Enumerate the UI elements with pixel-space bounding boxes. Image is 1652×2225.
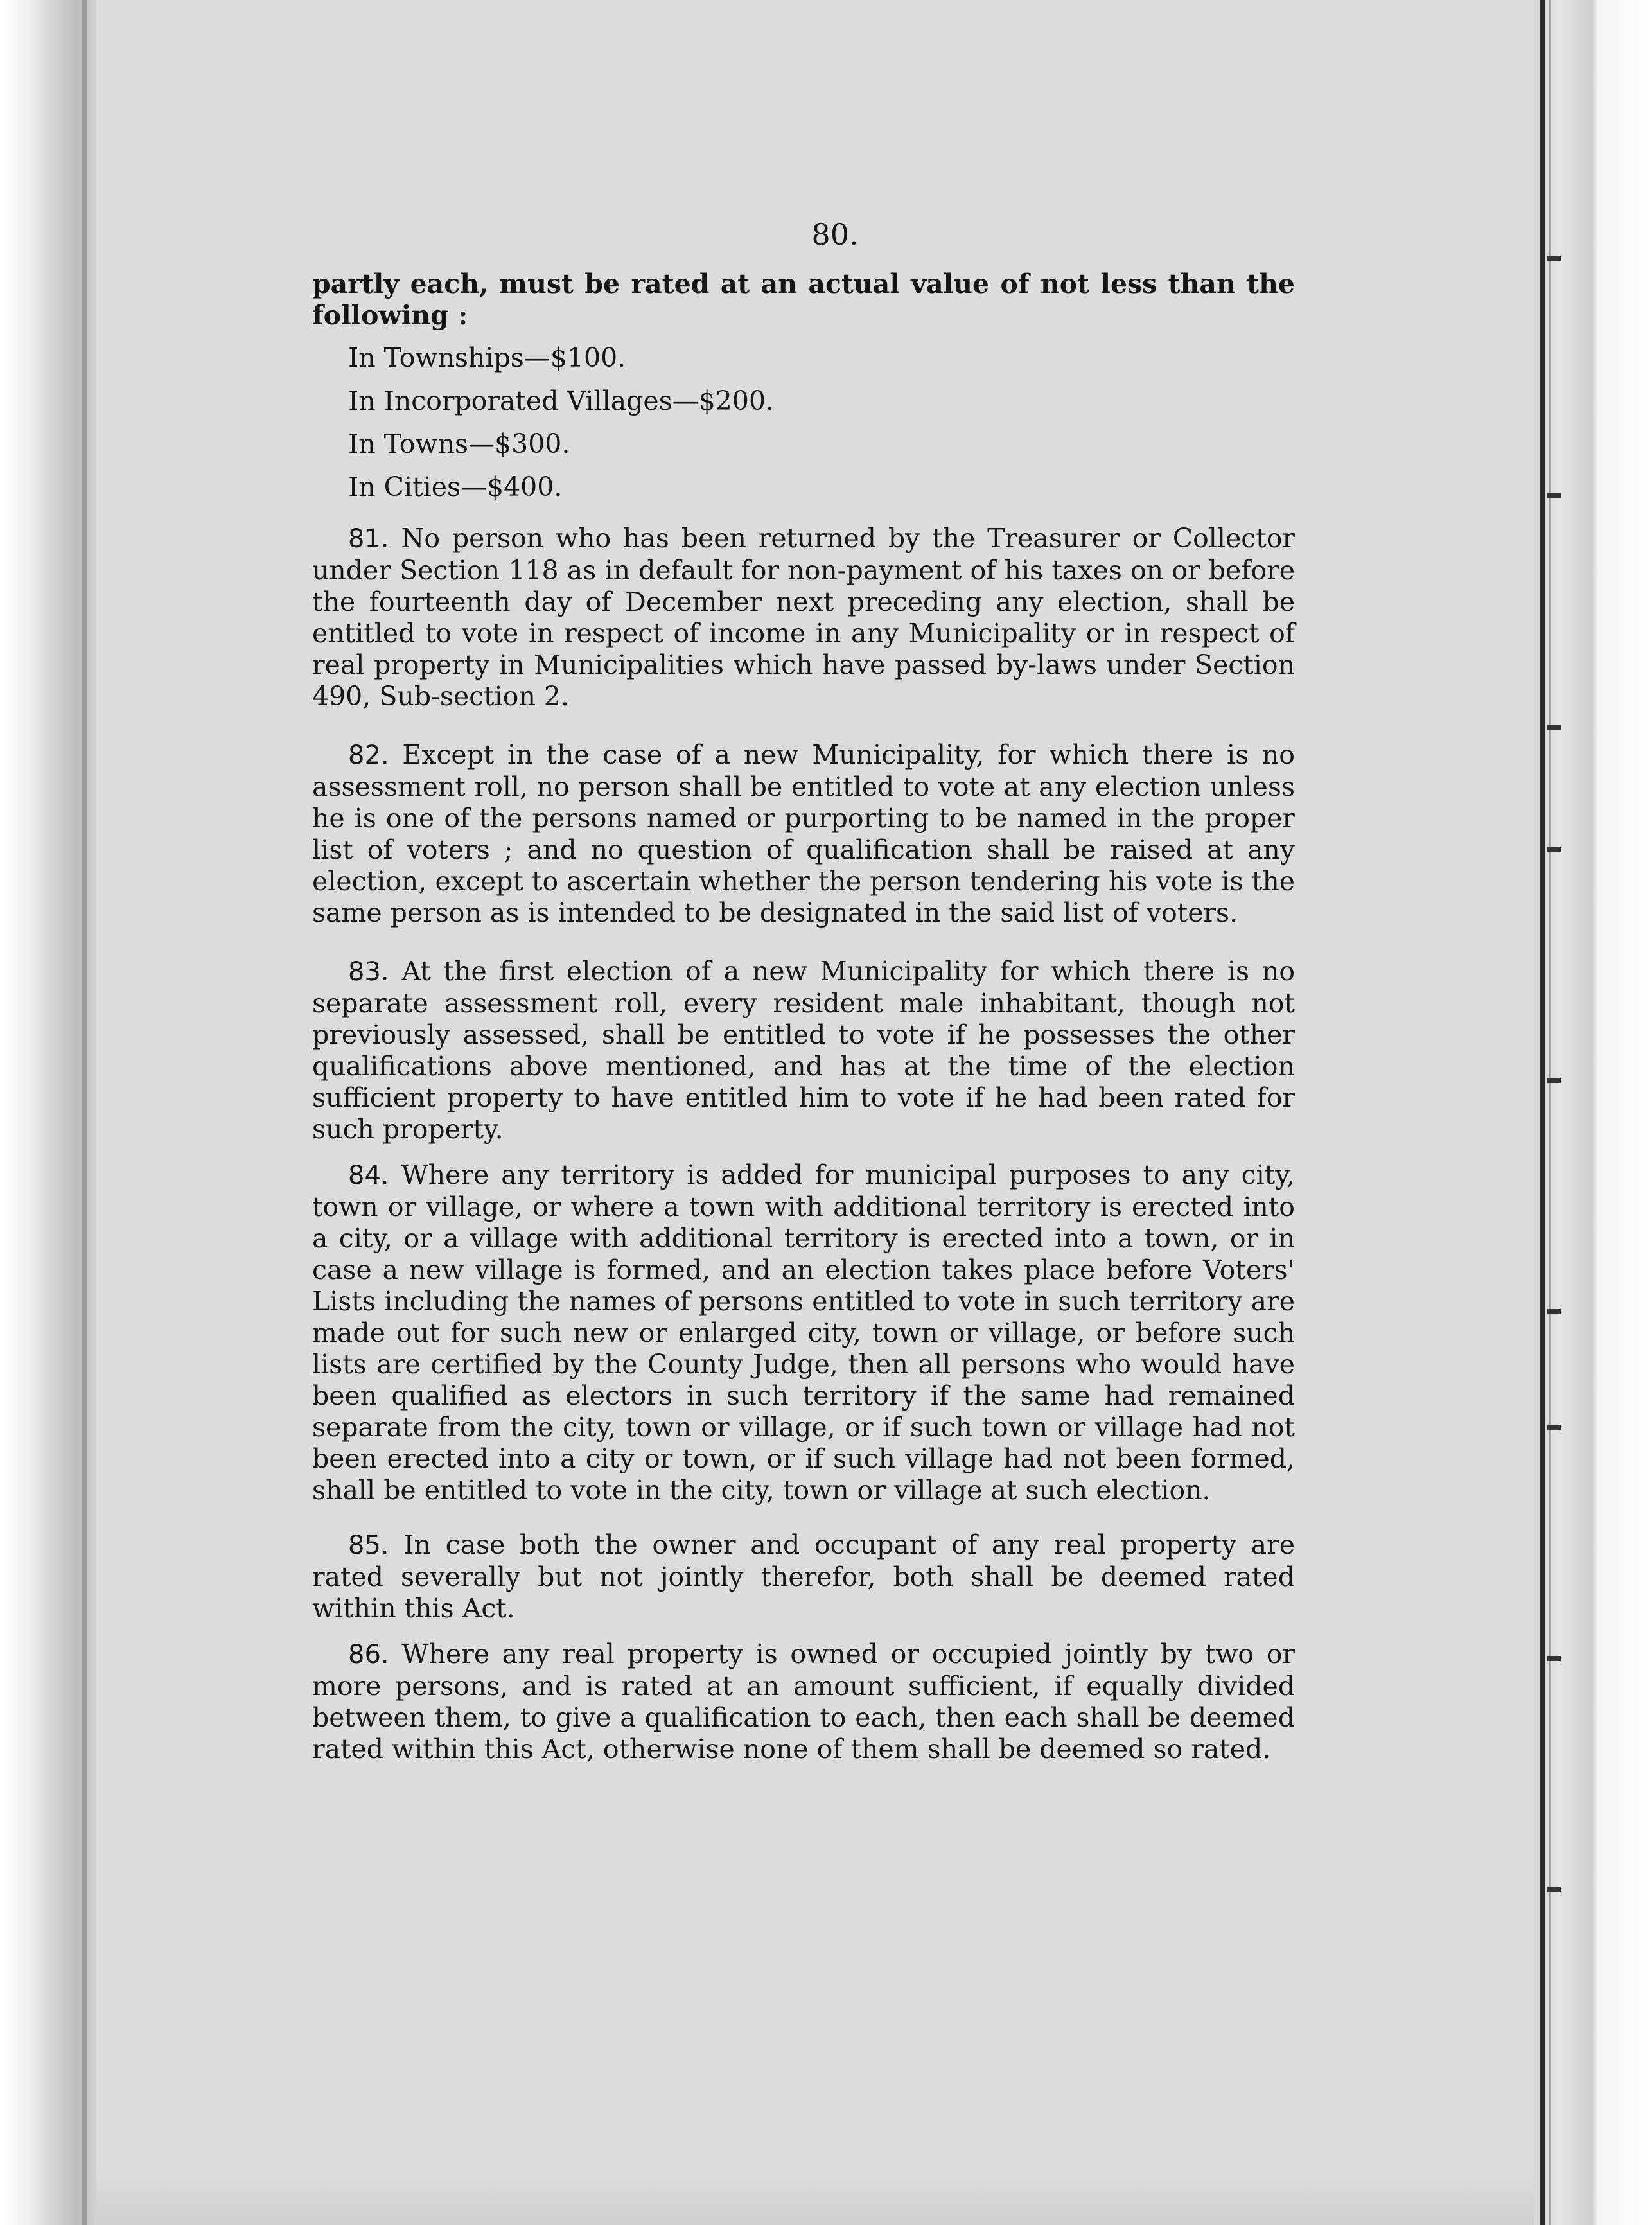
list-item: In Towns—$300. xyxy=(348,428,570,459)
section-number: 86. xyxy=(348,1640,389,1669)
section-86 xyxy=(312,1639,1295,1765)
edge-mark xyxy=(1547,256,1561,261)
list-item: In Incorporated Villages—$200. xyxy=(348,385,775,416)
edge-mark xyxy=(1547,1078,1561,1083)
section-81 xyxy=(312,523,1295,712)
page-body xyxy=(312,268,1295,1765)
section-text: Where any territory is added for municipal purposes to any city, town or village, or where a town with additional territory is erected into a city, or a village with additional territory is erected into a town, or in case a new village is formed, and an election takes place before Voters' Lists including the names of persons entitled to vote in such territory are made out for such new or enlarged city, town or village, or before such lists are certified by the County Judge, then all persons who would have been qualified as electors in such territory if the same had remained separate from the city, town or village, or if such town or village had not been erected into a city or town, or if such village had not been formed, shall be entitled to vote in the city, town or village at such election. xyxy=(312,1159,1295,1506)
section-number: 84. xyxy=(348,1161,389,1190)
intro-paragraph: partly each, must be rated at an actual value of not less than the following : xyxy=(312,268,1295,331)
edge-mark xyxy=(1547,1887,1561,1892)
list-item: In Cities—$400. xyxy=(348,471,563,502)
section-number: 85. xyxy=(348,1531,389,1560)
edge-mark xyxy=(1547,493,1561,498)
section-83 xyxy=(312,956,1295,1145)
list-item: In Townships—$100. xyxy=(348,342,626,373)
edge-mark xyxy=(1547,847,1561,852)
section-82 xyxy=(312,739,1295,929)
edge-mark xyxy=(1547,1656,1561,1661)
page-number: 80. xyxy=(811,217,859,252)
left-binding-line xyxy=(82,0,87,2225)
section-text: No person who has been returned by the Treasurer or Collector under Section 118 as in default for non-payment of his taxes on or before the fourteenth day of December next preceding any election, shall be entitled to vote in respect of income in any Municipality or in respect of real property in Municipalities which have passed by-laws under Section 490, Sub-section 2. xyxy=(312,523,1295,712)
edge-mark xyxy=(1547,725,1561,730)
section-number: 81. xyxy=(348,524,389,554)
section-text: Except in the case of a new Municipality, for which there is no assessment roll, no person shall be entitled to vote at any election unless he is one of the persons named or purporting to be named in the proper list of voters ; and no question of qualification shall be raised at any election, except to ascertain whether the person tendering his vote is the same person as is intended to be designated in the said list of voters. xyxy=(312,739,1295,928)
bottom-shade xyxy=(96,2171,1534,2225)
section-84 xyxy=(312,1159,1295,1506)
section-text: In case both the owner and occupant of any real property are rated severally but not jointly therefor, both shall be deemed rated within this Act. xyxy=(312,1529,1295,1624)
right-page-edge-line xyxy=(1540,0,1545,2225)
values-list xyxy=(312,337,1295,509)
section-text: Where any real property is owned or occupied jointly by two or more persons, and is rated at an amount sufficient, if equally divided between them, to give a qualification to each, then each shall be deemed rated within this Act, otherwise none of them shall be deemed so rated. xyxy=(312,1639,1295,1764)
section-number: 82. xyxy=(348,741,389,770)
edge-mark xyxy=(1547,1425,1561,1430)
section-text: At the first election of a new Municipality for which there is no separate assessment roll, every resident male inhabitant, though not previously assessed, shall be entitled to vote if he possesses the other qualifications above mentioned, and has at the time of the election sufficient property to have entitled him to vote if he had been rated for such property. xyxy=(312,956,1295,1145)
section-85 xyxy=(312,1529,1295,1624)
section-number: 83. xyxy=(348,957,389,987)
edge-mark xyxy=(1547,1309,1561,1314)
